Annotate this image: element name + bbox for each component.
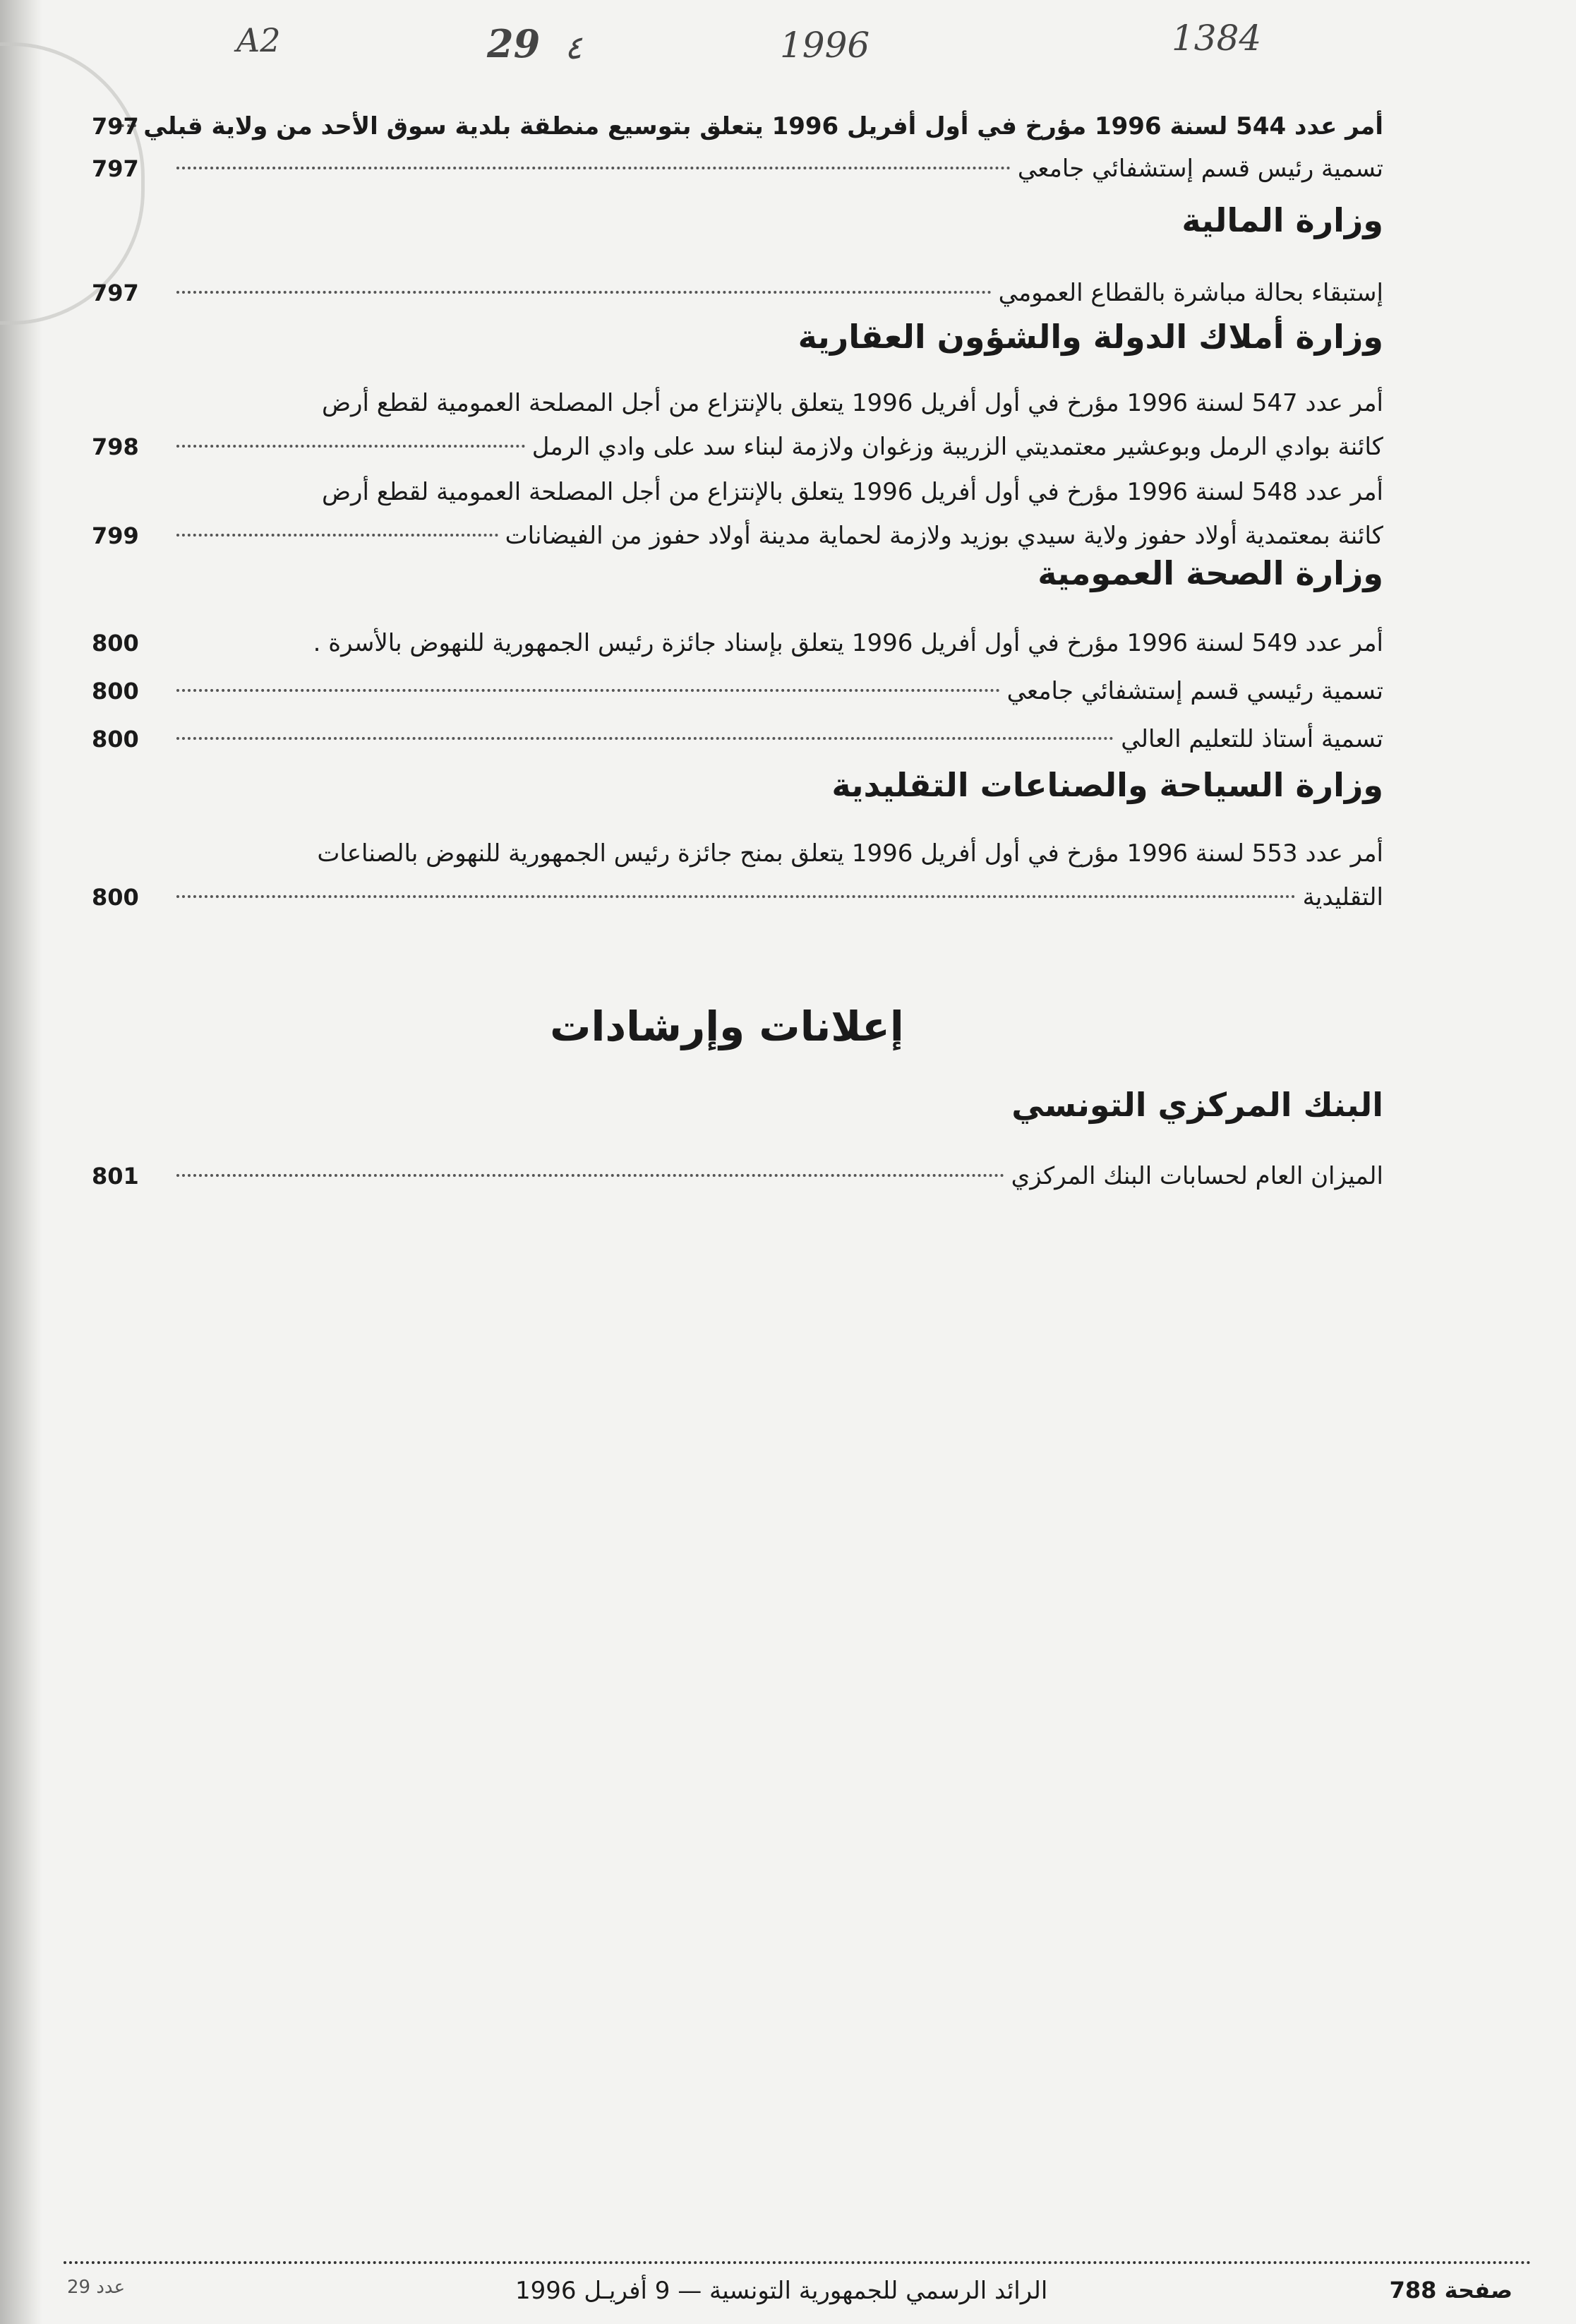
page-number: 800 [92, 726, 139, 753]
handwritten-year: 1996 [780, 25, 870, 66]
handwritten-mark-b: 29 [487, 21, 541, 66]
scan-edge-shadow [0, 0, 42, 2324]
dot-leader [176, 445, 525, 448]
list-item [71, 147, 1383, 191]
page-number: 797 [92, 155, 139, 182]
handwritten-mark-a: A2 [236, 21, 281, 59]
entry-title: أمر عدد 549 لسنة 1996 مؤرخ في أول أفريل 1996 يتعلق بإسناد جائزة رئيس الجمهورية للنهوض بالأسرة . [313, 629, 1383, 657]
dot-leader [176, 534, 498, 537]
dot-leader [176, 1174, 1004, 1177]
list-item [71, 832, 1383, 919]
ministry-heading-state-property: وزارة أملاك الدولة والشؤون العقارية [798, 318, 1383, 356]
entry-title-continued: كائنة بمعتمدية أولاد حفوز ولاية سيدي بوزيد ولازمة لحماية مدينة أولاد حفوز من الفيضانات [505, 522, 1383, 550]
entry-title: أمر عدد 547 لسنة 1996 مؤرخ في أول أفريل 1996 يتعلق بالإنتزاع من أجل المصلحة العمومية لقطع أرض [321, 389, 1383, 417]
dot-leader [176, 689, 1000, 692]
page-number: 801 [92, 1163, 139, 1190]
footer-page-label: صفحة 788 [1389, 2277, 1512, 2304]
dot-leader [176, 167, 1011, 169]
page-number: 798 [92, 433, 139, 460]
list-item [71, 1154, 1383, 1198]
page-number: 800 [92, 884, 139, 911]
list-item [71, 669, 1383, 713]
entry-title: تسمية رئيسي قسم إستشفائي جامعي [1006, 677, 1383, 705]
entry-title: الميزان العام لحسابات البنك المركزي [1011, 1162, 1383, 1190]
entry-title: أمر عدد 544 لسنة 1996 مؤرخ في أول أفريل 1996 يتعلق بتوسيع منطقة بلدية سوق الأحد من ولاية قبلي [143, 112, 1383, 140]
entry-title: إستبقاء بحالة مباشرة بالقطاع العمومي [998, 279, 1383, 307]
entry-title: تسمية رئيس قسم إستشفائي جامعي [1017, 155, 1383, 183]
table-of-contents [71, 0, 1383, 2324]
handwritten-mark-c: ٤ [565, 28, 582, 66]
dot-leader [176, 291, 992, 294]
dot-leader [176, 895, 1296, 898]
entry-title: تسمية أستاذ للتعليم العالي [1121, 725, 1383, 753]
ministry-heading-tourism: وزارة السياحة والصناعات التقليدية [831, 766, 1383, 804]
entry-title-continued: كائنة بوادي الرمل وبوعشير معتمديتي الزريبة وزغوان ولازمة لبناء سد على وادي الرمل [531, 433, 1383, 461]
list-item [71, 381, 1383, 469]
list-item [71, 271, 1383, 315]
ministry-heading-health: وزارة الصحة العمومية [1037, 554, 1383, 592]
list-item [71, 717, 1383, 761]
list-item [71, 621, 1383, 665]
page-number: 797 [92, 280, 139, 306]
ministry-heading-finance: وزارة المالية [1181, 201, 1383, 239]
page-number: 800 [92, 630, 139, 657]
page-number: 799 [92, 522, 139, 549]
entry-title: أمر عدد 548 لسنة 1996 مؤرخ في أول أفريل 1996 يتعلق بالإنتزاع من أجل المصلحة العمومية لقطع أرض [321, 478, 1383, 506]
page-number: 800 [92, 678, 139, 705]
list-item [71, 104, 1383, 148]
footer-divider [64, 2261, 1532, 2264]
footer-publication: الرائد الرسمي للجمهورية التونسية — 9 أفريـل 1996 [515, 2277, 1048, 2305]
list-item [71, 470, 1383, 558]
entry-title: أمر عدد 553 لسنة 1996 مؤرخ في أول أفريل 1996 يتعلق بمنح جائزة رئيس الجمهورية للنهوض بالصناعات [317, 839, 1383, 868]
entry-title-continued: التقليدية [1302, 883, 1383, 911]
page-number: 797 [92, 113, 139, 140]
institution-heading-central-bank: البنك المركزي التونسي [1011, 1086, 1383, 1124]
handwritten-number: 1384 [1172, 18, 1262, 59]
footer-issue: عدد 29 [67, 2277, 126, 2298]
section-heading-announcements: إعلانات وإرشادات [550, 1002, 904, 1050]
dot-leader [176, 737, 1114, 740]
